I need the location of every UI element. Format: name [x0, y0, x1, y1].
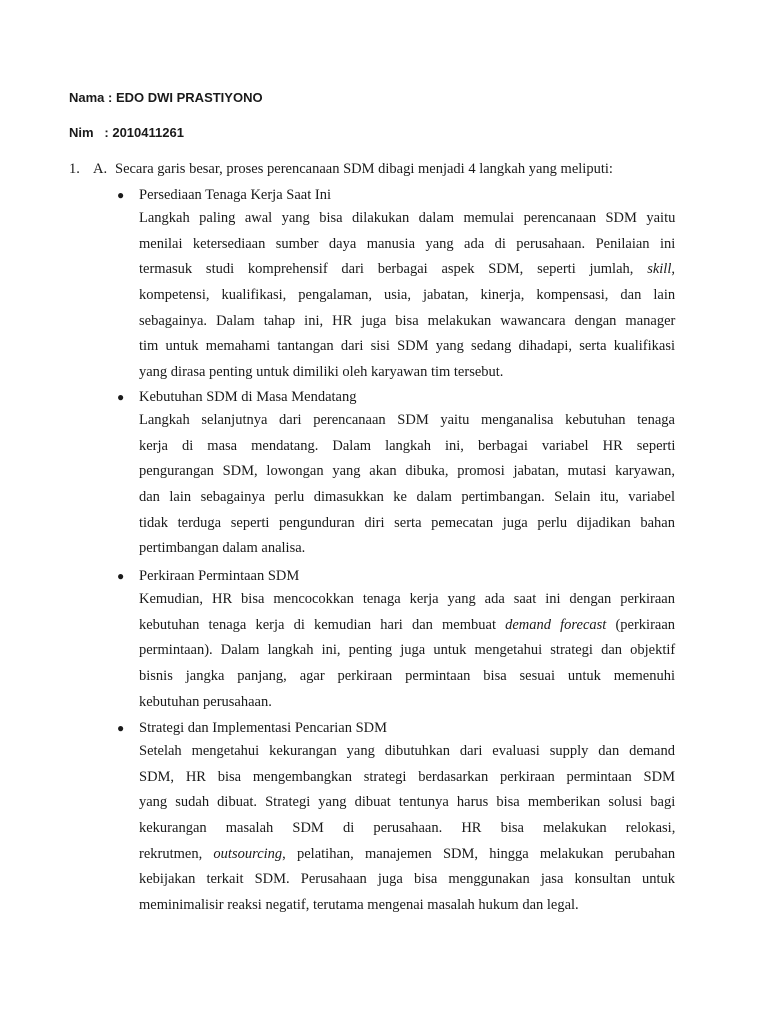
paragraph-line: tidak terduga seperti pengunduran diri serta pemecatan juga perlu dijadikan bahan [139, 514, 675, 531]
paragraph-line: yang sudah dibuat. Strategi yang dibuat tentunya harus bisa memberikan solusi bagi [139, 794, 676, 811]
paragraph-line: pertimbangan dalam analisa. [139, 540, 306, 557]
paragraph-line: kompetensi, kualifikasi, pengalaman, usia, jabatan, kinerja, kompensasi, dan lain [139, 287, 676, 304]
section-paragraph [139, 587, 675, 715]
bullet-item [117, 386, 675, 408]
italic-term: demand forecast [505, 616, 607, 633]
paragraph-line: pengurangan SDM, lowongan yang akan dibuka, promosi jabatan, mutasi karyawan, [139, 463, 676, 480]
paragraph-line: kebijakan terkait SDM. Perusahaan juga bisa menggunakan jasa konsultan untuk [139, 871, 675, 888]
section-paragraph [139, 206, 675, 386]
student-name: Nama : EDO DWI PRASTIYONO [69, 90, 263, 105]
paragraph-line: Langkah selanjutnya dari perencanaan SDM yaitu menganalisa kebutuhan tenaga [139, 412, 675, 428]
paragraph-line: permintaan). Dalam langkah ini, penting juga untuk mengetahui strategi dan objektif [139, 642, 676, 659]
paragraph-line-text: termasuk studi komprehensif dari berbagai aspek SDM, seperti jumlah, [139, 261, 634, 278]
paragraph-line: menilai ketersediaan sumber daya manusia yang ada di perusahaan. Penilaian ini [139, 235, 676, 252]
section-strategi [117, 717, 675, 919]
italic-term: outsourcing [213, 845, 283, 862]
bullet-icon: ● [117, 569, 125, 583]
paragraph-line: meminimalisir reaksi negatif, terutama mengenai masalah hukum dan legal. [139, 897, 579, 914]
paragraph-line: Langkah paling awal yang bisa dilakukan dalam memulai perencanaan SDM yaitu [139, 210, 676, 226]
question-number: 1. [69, 161, 80, 177]
section-persediaan [117, 184, 675, 386]
bullet-icon: ● [117, 390, 125, 404]
section-kebutuhan [117, 386, 675, 562]
bullet-item [117, 184, 675, 206]
section-title: Persediaan Tenaga Kerja Saat Ini [139, 187, 331, 203]
bullet-icon: ● [117, 721, 125, 735]
paragraph-line: bisnis jangka panjang, agar perkiraan permintaan bisa sesuai untuk memenuhi [139, 668, 675, 685]
bullet-item [117, 565, 675, 587]
paragraph-line: yang dirasa penting untuk dimiliki oleh karyawan tim tersebut. [139, 364, 504, 381]
paragraph-line: tim untuk memahami tantangan dari sisi SDM yang sedang dihadapi, serta kualifikasi [139, 338, 675, 355]
paragraph-line: Kemudian, HR bisa mencocokkan tenaga kerja yang ada saat ini dengan perkiraan [139, 591, 675, 607]
section-title: Kebutuhan SDM di Masa Mendatang [139, 389, 357, 405]
bullet-icon: ● [117, 188, 125, 202]
paragraph-line: kerja di masa mendatang. Dalam langkah ini, berbagai variabel HR seperti [139, 437, 676, 454]
paragraph-line-text: rekrutmen, [139, 845, 203, 862]
paragraph-line [139, 842, 675, 868]
paragraph-line: kekurangan masalah SDM di perusahaan. HR bisa melakukan relokasi, [139, 820, 676, 837]
question-text: Secara garis besar, proses perencanaan SDM dibagi menjadi 4 langkah yang meliputi: [115, 161, 613, 177]
paragraph-line: dan lain sebagainya perlu dimasukkan ke dalam pertimbangan. Selain itu, variabel [139, 489, 675, 506]
section-title: Strategi dan Implementasi Pencarian SDM [139, 720, 388, 736]
student-nim: Nim : 2010411261 [69, 125, 184, 140]
paragraph-line: sebagainya. Dalam tahap ini, HR juga bisa melakukan wawancara dengan manager [139, 312, 676, 329]
paragraph-line-tail: , pelatihan, manajemen SDM, hingga melakukan perubahan [282, 845, 676, 862]
paragraph-line: SDM, HR bisa mengembangkan strategi berdasarkan perkiraan permintaan SDM [139, 768, 675, 785]
paragraph-line: Setelah mengetahui kekurangan yang dibutuhkan dari evaluasi supply dan demand [139, 743, 675, 759]
section-paragraph [139, 739, 675, 919]
section-title: Perkiraan Permintaan SDM [139, 568, 300, 584]
paragraph-line: kebutuhan perusahaan. [139, 693, 272, 710]
bullet-item [117, 717, 675, 739]
italic-term: skill [647, 261, 672, 278]
question-line [69, 161, 689, 178]
question-sub-letter: A. [93, 161, 108, 177]
paragraph-line-text: kebutuhan tenaga kerja di kemudian hari dan membuat [139, 616, 496, 633]
paragraph-line [139, 613, 675, 639]
paragraph-line: termasuk studi komprehensif dari berbagai aspek SDM, seperti jumlah, skill, [139, 261, 675, 278]
section-paragraph [139, 408, 675, 562]
section-perkiraan [117, 565, 675, 715]
paragraph-line-tail: (perkiraan [615, 616, 676, 633]
